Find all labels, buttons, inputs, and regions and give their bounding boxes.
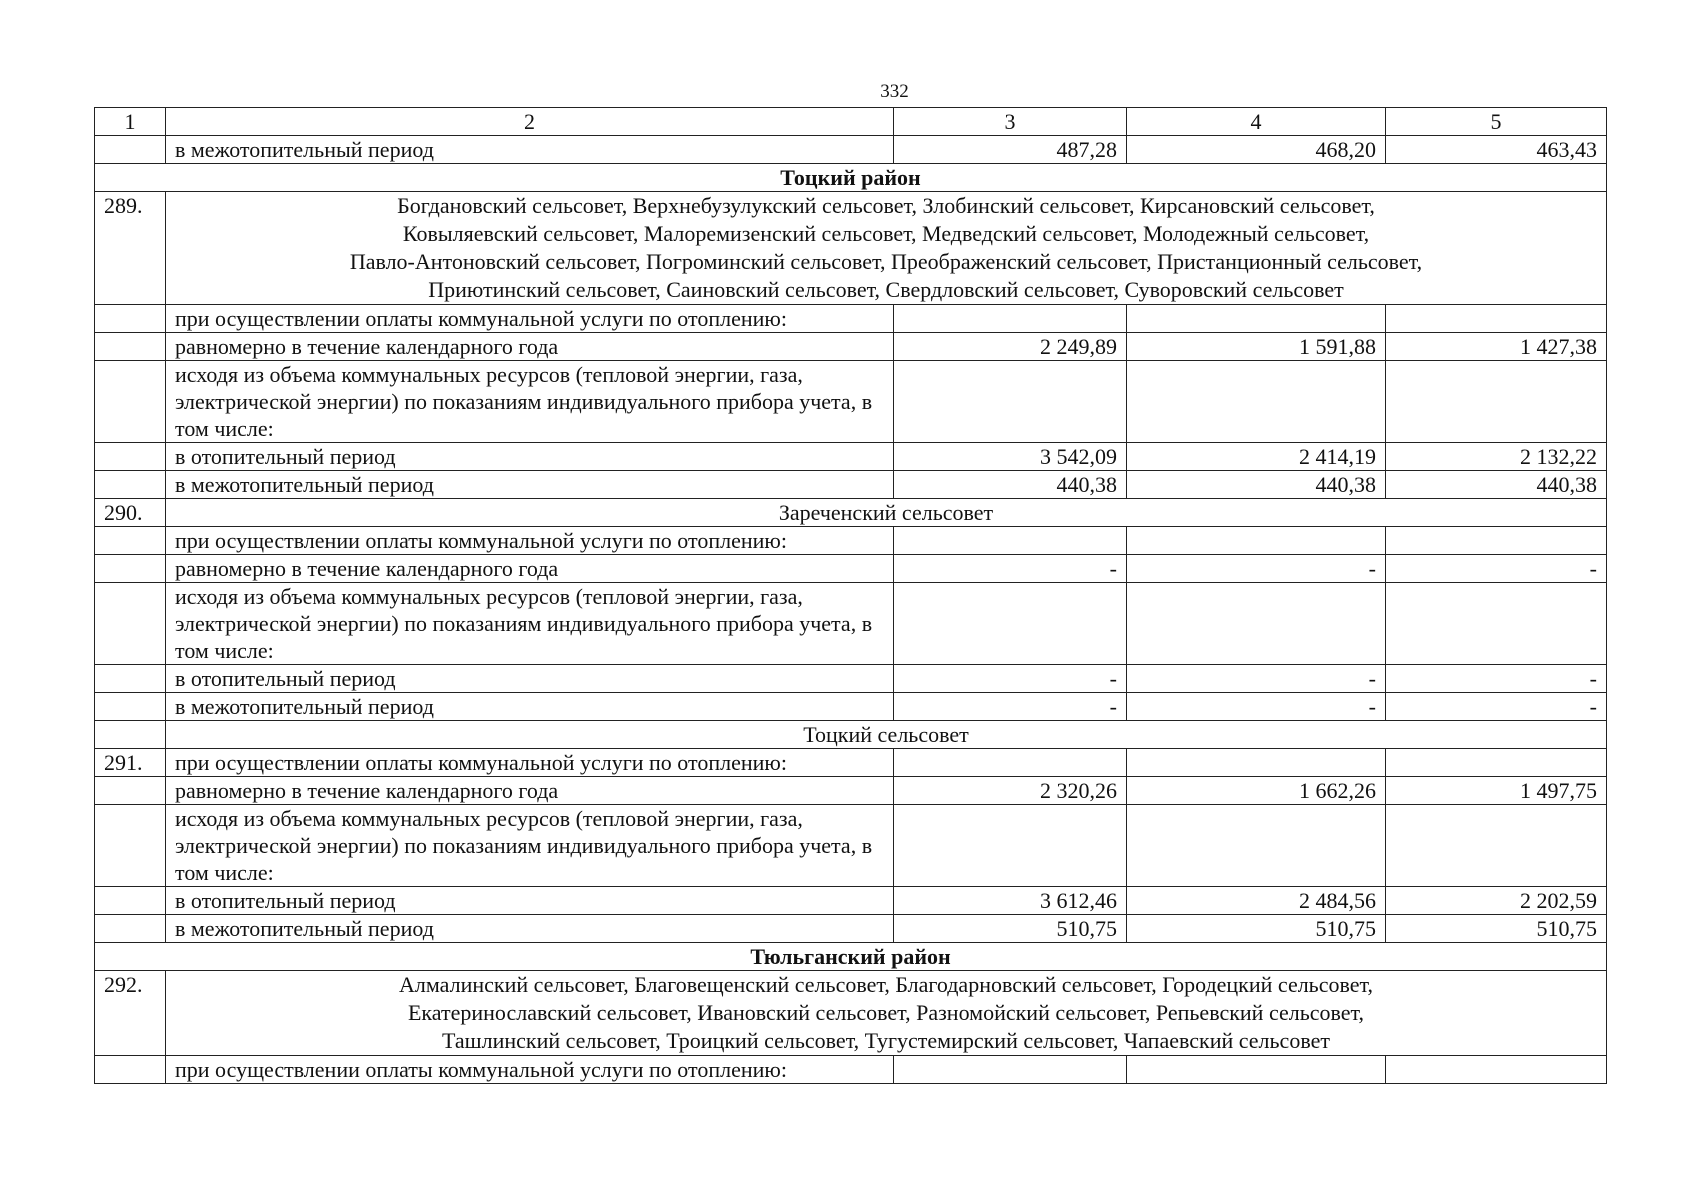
table-row bbox=[95, 665, 1607, 693]
row-label: равномерно в течение календарного года bbox=[166, 555, 894, 583]
district-header-row bbox=[95, 164, 1607, 192]
value-cell: 3 612,46 bbox=[894, 887, 1127, 915]
row-label: в межотопительный период bbox=[166, 693, 894, 721]
table-row bbox=[95, 333, 1607, 361]
value-cell: - bbox=[1386, 693, 1607, 721]
row-label: при осуществлении оплаты коммунальной услуги по отоплению: bbox=[166, 305, 894, 333]
column-header: 2 bbox=[166, 108, 894, 136]
row-label: при осуществлении оплаты коммунальной услуги по отоплению: bbox=[166, 527, 894, 555]
row-label: исходя из объема коммунальных ресурсов (тепловой энергии, газа, электрической энергии) по показаниям индивидуального прибора учета, в том числе: bbox=[166, 805, 894, 887]
row-label: в отопительный период bbox=[166, 665, 894, 693]
table-row bbox=[95, 555, 1607, 583]
settlement-line: Алмалинский сельсовет, Благовещенский сельсовет, Благодарновский сельсовет, Городецкий сельсовет, bbox=[399, 972, 1373, 997]
table-row bbox=[95, 192, 1607, 305]
district-title: Тоцкий район bbox=[95, 164, 1607, 192]
tariff-table bbox=[94, 107, 1607, 1084]
value-cell: - bbox=[1127, 693, 1386, 721]
table-row bbox=[95, 499, 1607, 527]
table-row bbox=[95, 305, 1607, 333]
value-cell: 440,38 bbox=[894, 471, 1127, 499]
settlement-title: Зареченский сельсовет bbox=[166, 499, 1607, 527]
value-cell: 2 320,26 bbox=[894, 777, 1127, 805]
row-label: в отопительный период bbox=[166, 443, 894, 471]
value-cell: 1 497,75 bbox=[1386, 777, 1607, 805]
row-number: 290. bbox=[95, 499, 166, 527]
table-row bbox=[95, 693, 1607, 721]
value-cell: 468,20 bbox=[1127, 136, 1386, 164]
table-row bbox=[95, 915, 1607, 943]
value-cell: - bbox=[894, 665, 1127, 693]
value-cell: 487,28 bbox=[894, 136, 1127, 164]
settlement-title: Тоцкий сельсовет bbox=[166, 721, 1607, 749]
settlement-line: Приютинский сельсовет, Саиновский сельсовет, Свердловский сельсовет, Суворовский сельсовет bbox=[428, 277, 1344, 302]
value-cell: 2 484,56 bbox=[1127, 887, 1386, 915]
settlement-list bbox=[166, 192, 1607, 305]
column-header-row bbox=[95, 108, 1607, 136]
row-label: в межотопительный период bbox=[166, 471, 894, 499]
row-label: равномерно в течение календарного года bbox=[166, 333, 894, 361]
table-row bbox=[95, 361, 1607, 443]
table-row bbox=[95, 805, 1607, 887]
table-row bbox=[95, 749, 1607, 777]
row-label: в межотопительный период bbox=[166, 136, 894, 164]
value-cell: 463,43 bbox=[1386, 136, 1607, 164]
district-title: Тюльганский район bbox=[95, 943, 1607, 971]
table-row bbox=[95, 443, 1607, 471]
value-cell: 2 202,59 bbox=[1386, 887, 1607, 915]
value-cell: 1 662,26 bbox=[1127, 777, 1386, 805]
row-label: исходя из объема коммунальных ресурсов (тепловой энергии, газа, электрической энергии) по показаниям индивидуального прибора учета, в том числе: bbox=[166, 361, 894, 443]
table-row bbox=[95, 583, 1607, 665]
value-cell: - bbox=[894, 555, 1127, 583]
row-number: 292. bbox=[95, 971, 166, 1056]
table-row bbox=[95, 971, 1607, 1056]
row-number: 289. bbox=[95, 192, 166, 305]
settlement-line: Богдановский сельсовет, Верхнебузулукский сельсовет, Злобинский сельсовет, Кирсановский сельсовет, bbox=[397, 193, 1375, 218]
value-cell: - bbox=[1127, 555, 1386, 583]
column-header: 4 bbox=[1127, 108, 1386, 136]
table-row bbox=[95, 527, 1607, 555]
value-cell: 440,38 bbox=[1386, 471, 1607, 499]
row-label: равномерно в течение календарного года bbox=[166, 777, 894, 805]
value-cell: 1 591,88 bbox=[1127, 333, 1386, 361]
settlement-line: Ташлинский сельсовет, Троицкий сельсовет, Тугустемирский сельсовет, Чапаевский сельсовет bbox=[442, 1028, 1330, 1053]
table-row bbox=[95, 136, 1607, 164]
value-cell: 1 427,38 bbox=[1386, 333, 1607, 361]
value-cell: 3 542,09 bbox=[894, 443, 1127, 471]
value-cell: - bbox=[1386, 555, 1607, 583]
table-row bbox=[95, 1056, 1607, 1084]
settlement-list bbox=[166, 971, 1607, 1056]
value-cell: 510,75 bbox=[1386, 915, 1607, 943]
value-cell: - bbox=[1386, 665, 1607, 693]
column-header: 3 bbox=[894, 108, 1127, 136]
settlement-line: Ковыляевский сельсовет, Малоремизенский сельсовет, Медведский сельсовет, Молодежный сельсовет, bbox=[402, 221, 1370, 246]
value-cell: 2 414,19 bbox=[1127, 443, 1386, 471]
value-cell: 2 249,89 bbox=[894, 333, 1127, 361]
column-header: 1 bbox=[95, 108, 166, 136]
table-row bbox=[95, 777, 1607, 805]
settlement-line: Екатеринославский сельсовет, Ивановский сельсовет, Разномойский сельсовет, Репьевский сельсовет, bbox=[407, 1000, 1365, 1025]
table-row bbox=[95, 721, 1607, 749]
row-label: при осуществлении оплаты коммунальной услуги по отоплению: bbox=[166, 1056, 894, 1084]
value-cell: 440,38 bbox=[1127, 471, 1386, 499]
table-row bbox=[95, 471, 1607, 499]
row-number: 291. bbox=[95, 749, 166, 777]
value-cell: 510,75 bbox=[894, 915, 1127, 943]
value-cell: 2 132,22 bbox=[1386, 443, 1607, 471]
value-cell: - bbox=[894, 693, 1127, 721]
settlement-line: Павло-Антоновский сельсовет, Погроминский сельсовет, Преображенский сельсовет, Пристанционный сельсовет, bbox=[349, 249, 1423, 274]
page-number: 332 bbox=[880, 81, 909, 102]
value-cell: 510,75 bbox=[1127, 915, 1386, 943]
row-label: в межотопительный период bbox=[166, 915, 894, 943]
value-cell: - bbox=[1127, 665, 1386, 693]
column-header: 5 bbox=[1386, 108, 1607, 136]
row-label: при осуществлении оплаты коммунальной услуги по отоплению: bbox=[166, 749, 894, 777]
table-row bbox=[95, 887, 1607, 915]
district-header-row bbox=[95, 943, 1607, 971]
row-label: в отопительный период bbox=[166, 887, 894, 915]
row-label: исходя из объема коммунальных ресурсов (тепловой энергии, газа, электрической энергии) по показаниям индивидуального прибора учета, в том числе: bbox=[166, 583, 894, 665]
